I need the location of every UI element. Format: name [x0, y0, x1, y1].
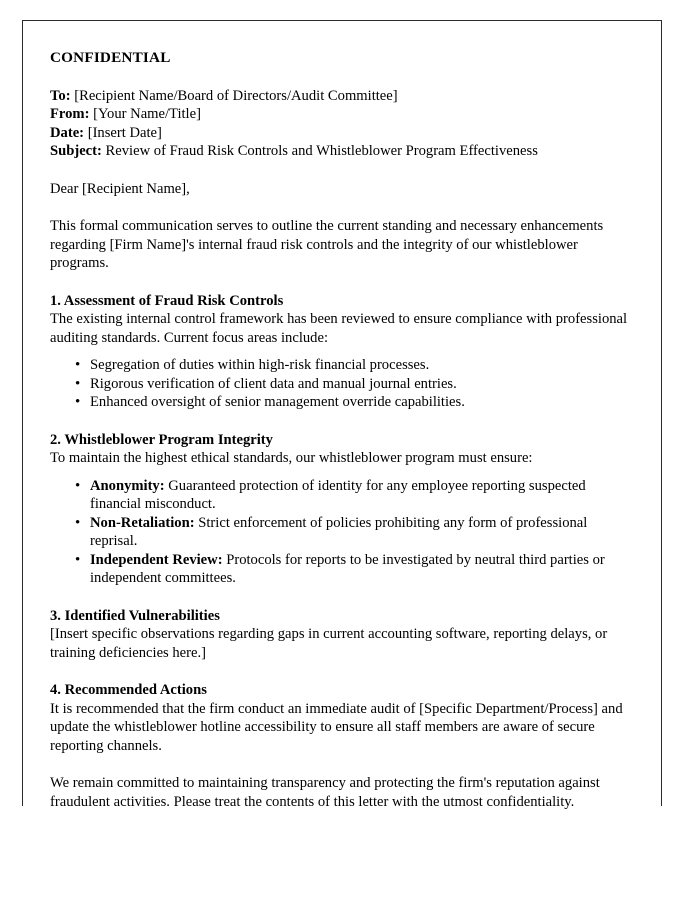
- section-3-intro: [Insert specific observations regarding gaps in current accounting software, reporting delays, or training deficiencies here.]: [50, 626, 608, 661]
- header-value-date: [Insert Date]: [87, 124, 162, 141]
- bullet-text: Protocols for reports to be investigated by neutral third parties or independent committees.: [90, 551, 605, 586]
- header-line-to: [50, 87, 635, 106]
- closing-paragraph: We remain committed to maintaining transparency and protecting the firm's reputation against fraudulent activities. Please treat the contents of this letter with the utmost confidentiality.: [50, 775, 600, 810]
- letter-header-block: [50, 87, 635, 161]
- list-item: [50, 514, 635, 551]
- section-2-heading: 2. Whistleblower Program Integrity: [50, 431, 273, 448]
- document-body: [50, 49, 635, 811]
- bullet-text: Rigorous verification of client data and manual journal entries.: [90, 375, 457, 392]
- bullet-lead: Anonymity:: [90, 477, 165, 494]
- header-line-subject: [50, 142, 635, 161]
- header-value-to: [Recipient Name/Board of Directors/Audit Committee]: [74, 87, 398, 104]
- section-3: [50, 607, 635, 663]
- header-label-date: Date:: [50, 124, 85, 141]
- section-2-intro: To maintain the highest ethical standards, our whistleblower program must ensure:: [50, 450, 533, 466]
- section-3-heading: 3. Identified Vulnerabilities: [50, 607, 220, 624]
- section-1-intro: The existing internal control framework has been reviewed to ensure compliance with professional auditing standards. Current focus areas include:: [50, 311, 628, 346]
- header-value-subject: Review of Fraud Risk Controls and Whistleblower Program Effectiveness: [105, 143, 538, 159]
- document-page-frame: [22, 20, 662, 810]
- bullet-lead: Independent Review:: [90, 551, 223, 568]
- bullet-lead: Non-Retaliation:: [90, 514, 195, 531]
- section-4: [50, 681, 635, 755]
- opening-paragraph: This formal communication serves to outline the current standing and necessary enhancements regarding [Firm Name]'s internal fraud risk controls and the integrity of our whistleblower programs.: [50, 218, 604, 271]
- salutation: Dear [Recipient Name],: [50, 180, 190, 197]
- section-4-intro: It is recommended that the firm conduct an immediate audit of [Specific Department/Process] and update the whistleblower hotline accessibility to ensure all staff members are aware of secure reporting channels.: [50, 700, 623, 754]
- header-label-from: From:: [50, 106, 90, 122]
- header-line-date: [50, 124, 635, 143]
- section-2-bullet-list: [50, 477, 635, 588]
- header-value-from: [Your Name/Title]: [93, 106, 201, 122]
- list-item: [50, 356, 635, 375]
- bullet-text: Strict enforcement of policies prohibiting any form of professional reprisal.: [90, 514, 588, 549]
- section-4-heading: 4. Recommended Actions: [50, 682, 207, 698]
- section-1-bullet-list: [50, 356, 635, 412]
- section-1: [50, 292, 635, 412]
- confidential-marking: CONFIDENTIAL: [50, 49, 171, 66]
- list-item: [50, 551, 635, 588]
- list-item: [50, 375, 635, 394]
- bullet-text: Segregation of duties within high-risk financial processes.: [90, 357, 430, 373]
- bullet-text: Guaranteed protection of identity for any employee reporting suspected financial misconduct.: [90, 477, 586, 512]
- bullet-text: Enhanced oversight of senior management override capabilities.: [90, 394, 465, 410]
- section-1-heading: 1. Assessment of Fraud Risk Controls: [50, 292, 284, 309]
- header-line-from: [50, 105, 635, 124]
- header-label-subject: Subject:: [50, 143, 102, 159]
- list-item: [50, 393, 635, 412]
- header-label-to: To:: [50, 87, 71, 104]
- section-2: [50, 431, 635, 588]
- list-item: [50, 477, 635, 514]
